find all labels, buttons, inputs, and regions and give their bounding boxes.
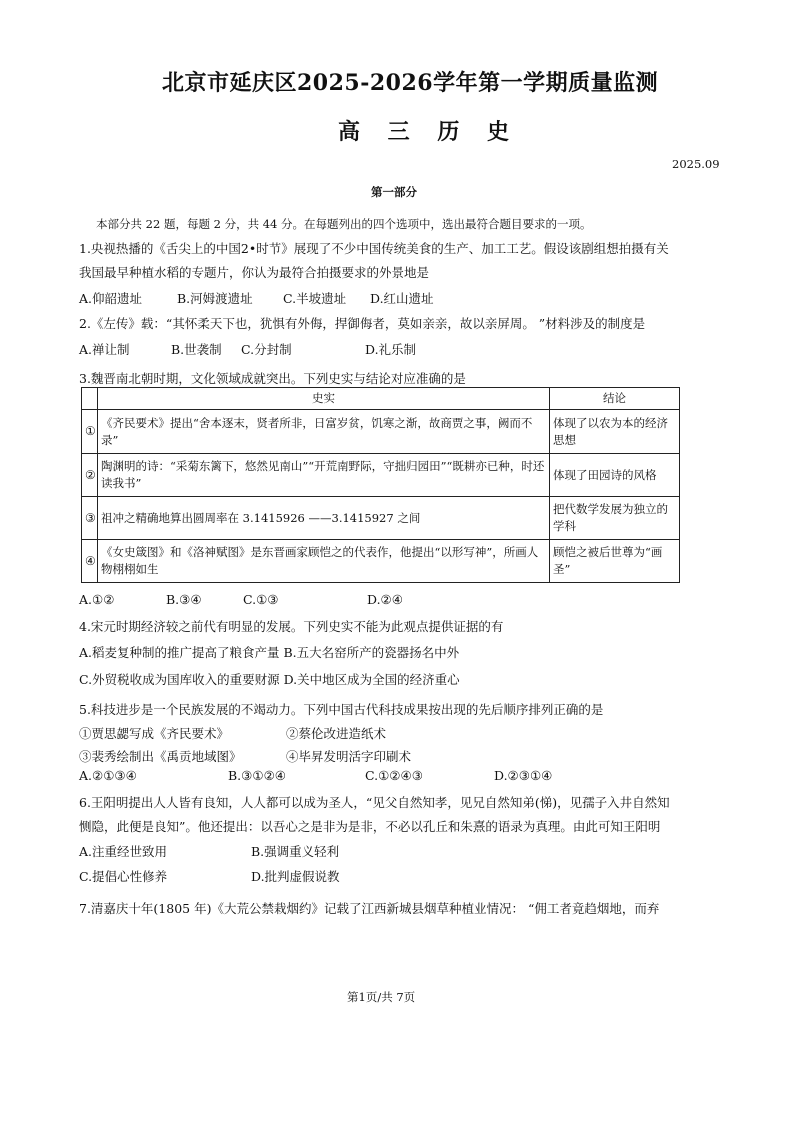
q3-header-conclusion: 结论 [550, 388, 680, 410]
q5-item-4: ④毕昇发明活字印刷术 [286, 749, 412, 764]
q4-stem: 4.宋元时期经济较之前代有明显的发展。下列史实不能为此观点提供证据的有 [79, 619, 504, 634]
q2-option-d[interactable]: D.礼乐制 [365, 342, 417, 357]
row-fact: 祖冲之精确地算出圆周率在 3.1415926 ——3.1415927 之间 [98, 497, 550, 540]
q5-options [79, 768, 679, 786]
q5-option-b[interactable]: B.③①②④ [228, 768, 286, 783]
q5-item-2: ②蔡伦改进造纸术 [286, 726, 387, 741]
q3-option-c[interactable]: C.①③ [243, 592, 279, 607]
q6-option-d[interactable]: D.批判虚假说教 [251, 869, 340, 884]
q3-header-fact: 史实 [98, 388, 550, 410]
q4-options-cd[interactable]: C.外贸税收成为国库收入的重要财源 D.关中地区成为全国的经济重心 [79, 672, 460, 687]
q3-option-a[interactable]: A.①② [79, 592, 115, 607]
table-row [82, 540, 680, 583]
q1-stem-line1: 1.央视热播的《舌尖上的中国2•时节》展现了不少中国传统美食的生产、加工工艺。假设该剧组想拍摄有关 [79, 241, 669, 256]
q6-stem-line1: 6.王阳明提出人人皆有良知，人人都可以成为圣人，“见父自然知孝，见兄自然知弟(悌)，见孺子入井自然知 [79, 795, 670, 810]
row-number: ① [82, 410, 98, 454]
q3-option-d[interactable]: D.②④ [367, 592, 403, 607]
q3-options [79, 592, 679, 610]
q7-stem-line1: 7.清嘉庆十年(1805 年)《大荒公禁栽烟约》记载了江西新城县烟草种植业情况： “佣工者竟趋烟地，而弃 [79, 901, 660, 916]
q4-options-ab[interactable]: A.稻麦复种制的推广提高了粮食产量 B.五大名窑所产的瓷器扬名中外 [79, 645, 460, 660]
q5-item-1: ①贾思勰写成《齐民要术》 [79, 726, 230, 741]
row-conclusion: 把代数学发展为独立的学科 [550, 497, 680, 540]
q1-option-b[interactable]: B.河姆渡遗址 [177, 291, 253, 306]
q2-option-b[interactable]: B.世袭制 [171, 342, 222, 357]
row-number: ③ [82, 497, 98, 540]
q1-option-c[interactable]: C.半坡遗址 [283, 291, 347, 306]
q6-option-c[interactable]: C.提倡心性修养 [79, 869, 168, 884]
table-row [82, 497, 680, 540]
q3-option-b[interactable]: B.③④ [166, 592, 202, 607]
q5-option-a[interactable]: A.②①③④ [79, 768, 137, 783]
q2-options [79, 340, 679, 358]
q2-option-c[interactable]: C.分封制 [241, 342, 292, 357]
row-conclusion: 体现了以农为本的经济思想 [550, 410, 680, 454]
q3-header-num [82, 388, 98, 410]
table-row [82, 410, 680, 454]
section-instructions: 本部分共 22 题，每题 2 分，共 44 分。在每题列出的四个选项中，选出最符合题目要求的一项。 [96, 217, 592, 231]
q2-option-a[interactable]: A.禅让制 [79, 342, 130, 357]
q6-options-row1 [79, 842, 679, 860]
q5-item-3: ③裴秀绘制出《禹贡地域图》 [79, 749, 242, 764]
row-fact: 《女史箴图》和《洛神赋图》是东晋画家顾恺之的代表作，他提出“以形写神”，所画人物栩栩如生 [98, 540, 550, 583]
row-number: ④ [82, 540, 98, 583]
page-title: 北京市延庆区2025-2026学年第一学期质量监测 [162, 70, 659, 96]
q5-stem: 5.科技进步是一个民族发展的不竭动力。下列中国古代科技成果按出现的先后顺序排列正确的是 [79, 702, 604, 717]
row-number: ② [82, 454, 98, 497]
row-fact: 《齐民要术》提出“舍本逐末，贤者所非，日富岁贫，饥寒之渐，故商贾之事，阙而不录” [98, 410, 550, 454]
q3-table [81, 387, 680, 583]
section-heading: 第一部分 [371, 185, 417, 199]
q1-option-a[interactable]: A.仰韶遗址 [79, 291, 143, 306]
q1-option-d[interactable]: D.红山遗址 [370, 291, 434, 306]
q6-option-b[interactable]: B.强调重义轻利 [251, 844, 340, 859]
exam-date: 2025.09 [672, 157, 720, 171]
q3-stem: 3.魏晋南北朝时期，文化领域成就突出。下列史实与结论对应准确的是 [79, 371, 466, 386]
q6-stem-line2: 恻隐，此便是良知”。他还提出：以吾心之是非为是非，不必以孔丘和朱熹的语录为真理。由此可知王阳明 [79, 819, 661, 834]
q6-options-row2 [79, 867, 679, 885]
row-conclusion: 顾恺之被后世尊为“画圣” [550, 540, 680, 583]
row-fact: 陶渊明的诗：“采菊东篱下，悠然见南山”“开荒南野际，守拙归园田”“既耕亦已种，时还读我书” [98, 454, 550, 497]
q5-option-c[interactable]: C.①②④③ [365, 768, 423, 783]
subject-title: 高 三 历 史 [338, 119, 519, 145]
q1-options [79, 289, 679, 307]
q6-option-a[interactable]: A.注重经世致用 [79, 844, 168, 859]
row-conclusion: 体现了田园诗的风格 [550, 454, 680, 497]
q2-stem: 2.《左传》载：“其怀柔天下也，犹惧有外侮，捍御侮者，莫如亲亲，故以亲屏周。 ”材料涉及的制度是 [79, 316, 646, 331]
q3-table-header [82, 388, 680, 410]
page-number: 第1页/共 7页 [347, 990, 416, 1004]
q1-stem-line2: 我国最早种植水稻的专题片，你认为最符合拍摄要求的外景地是 [79, 265, 430, 280]
q5-option-d[interactable]: D.②③①④ [494, 768, 553, 783]
table-row [82, 454, 680, 497]
